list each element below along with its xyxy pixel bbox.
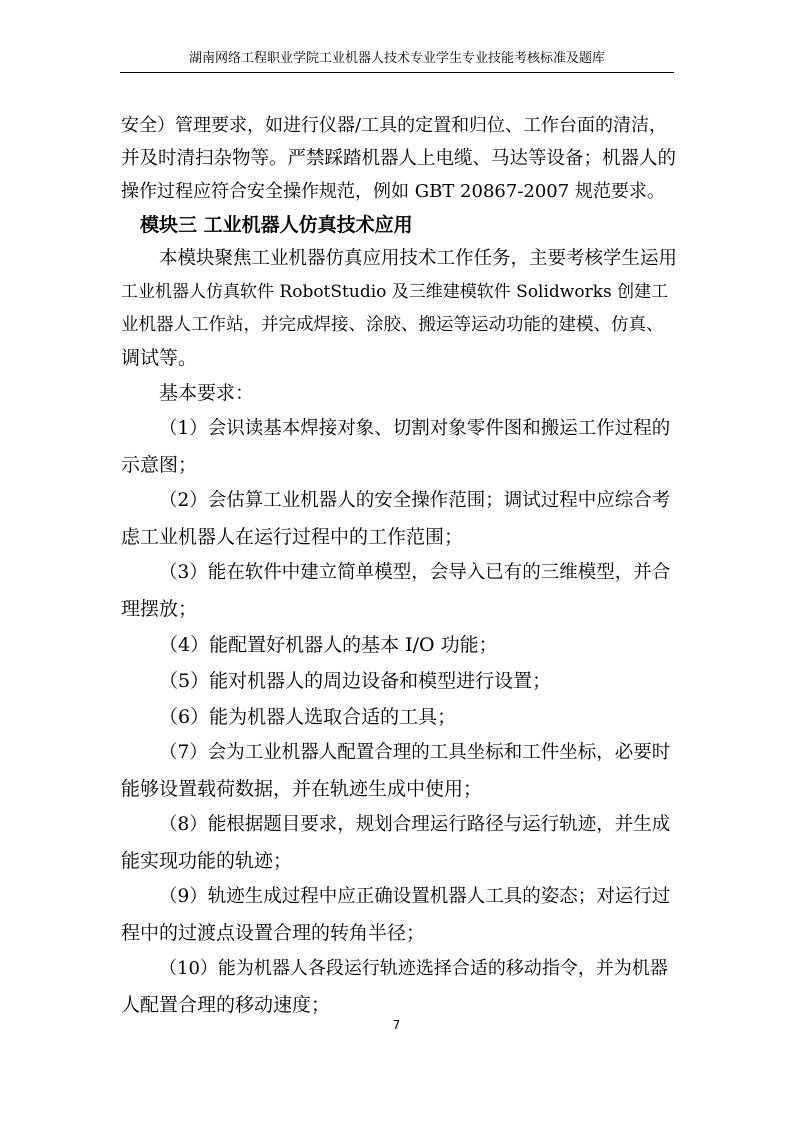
list-item: （6）能为机器人选取合适的工具； [159, 706, 457, 728]
paragraph-first-line: 本模块聚焦工业机器仿真应用技术工作任务，主要考核学生运用 [159, 248, 678, 269]
list-item: （3）能在软件中建立简单模型，会导入已有的三维模型，并合 [159, 562, 671, 583]
list-item-continuation: 程中的过渡点设置合理的转角半径； [121, 922, 426, 944]
subheading: 基本要求： [159, 382, 255, 404]
text-line: 调试等。 [121, 347, 198, 369]
list-item: （8）能根据题目要求，规划合理运行路径与运行轨迹，并生成 [159, 814, 671, 835]
list-item-continuation: 虑工业机器人在运行过程中的工作范围； [121, 526, 464, 548]
list-item: （7）会为工业机器人配置合理的工具坐标和工件坐标，必要时 [159, 742, 671, 763]
text-line: 安全）管理要求，如进行仪器/工具的定置和归位、工作台面的清洁， [121, 115, 668, 136]
list-item-continuation: 示意图； [121, 454, 198, 476]
list-item: （10）能为机器人各段运行轨迹选择合适的移动指令，并为机器 [159, 958, 668, 979]
text-line: 操作过程应符合安全操作规范，例如 GBT 20867-2007 规范要求。 [121, 181, 665, 202]
page-number: 7 [392, 1018, 401, 1032]
section-heading: 模块三 工业机器人仿真技术应用 [140, 214, 413, 236]
list-item: （5）能对机器人的周边设备和模型进行设置； [159, 670, 552, 692]
list-item-continuation: 理摆放； [121, 598, 198, 620]
text-line: 业机器人工作站，并完成焊接、涂胶、搬运等运动功能的建模、仿真、 [121, 315, 664, 335]
running-header: 湖南网络工程职业学院工业机器人技术专业学生专业技能考核标准及题库 [188, 51, 605, 66]
list-item: （4）能配置好机器人的基本 I/O 功能； [159, 634, 498, 656]
header-rule [120, 72, 674, 73]
list-item: （2）会估算工业机器人的安全操作范围；调试过程中应综合考 [159, 490, 671, 511]
list-item-continuation: 能实现功能的轨迹； [121, 850, 293, 872]
list-item: （9）轨迹生成过程中应正确设置机器人工具的姿态；对运行过 [159, 886, 671, 907]
list-item: （1）会识读基本焊接对象、切割对象零件图和搬运工作过程的 [159, 418, 671, 439]
text-line: 并及时清扫杂物等。严禁踩踏机器人上电缆、马达等设备；机器人的 [121, 148, 677, 169]
text-line: 工业机器人仿真软件 RobotStudio 及三维建模软件 Solidworks 创建工 [121, 282, 669, 302]
list-item-continuation: 能够设置载荷数据，并在轨迹生成中使用； [121, 778, 483, 800]
list-item-continuation: 人配置合理的移动速度； [121, 994, 331, 1016]
